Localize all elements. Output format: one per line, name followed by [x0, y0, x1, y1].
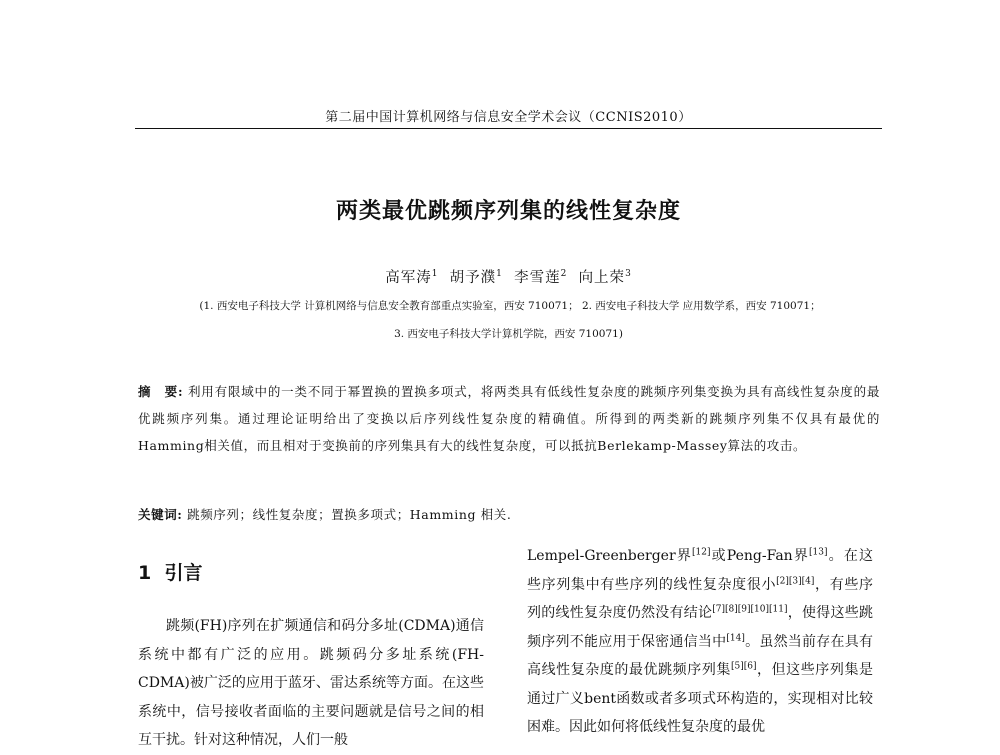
citation: [2][3][4] — [776, 575, 815, 586]
body-text: ，有些序列的线性复杂度仍然没有结论 — [527, 576, 874, 621]
citation: [5][6] — [730, 661, 757, 672]
body-text: Lempel-Greenberger界 — [527, 548, 692, 564]
section-heading — [138, 558, 202, 585]
section-number: 1 — [138, 562, 152, 584]
author-name: 李雪莲 — [514, 270, 561, 286]
abstract — [138, 378, 880, 459]
body-text: 。虽然当前存在具有高线性复杂度的最优跳频序列集 — [527, 633, 874, 678]
body-text: 。在这些序列集中有些序列的线性复杂度很小 — [527, 548, 873, 593]
author-affil-mark: 1 — [431, 269, 439, 280]
author-affil-mark: 1 — [496, 269, 503, 280]
author-affil-mark: 2 — [560, 269, 568, 280]
section-title: 引言 — [164, 562, 203, 584]
body-text: ，但这些序列集是通过广义bent函数或者多项式环构造的，实现相对比较困难。因此如何将低线性复杂度的最优 — [527, 662, 874, 735]
body-text: 或Peng-Fan界 — [710, 548, 810, 564]
left-column-paragraph: 跳频(FH)序列在扩频通信和码分多址(CDMA)通信系统中都有广泛的应用。跳频码分多址系统(FH-CDMA)被广泛的应用于蓝牙、雷达系统等方面。在这些系统中，信号接收者面临的主要问题就是信号之间的相互干扰。针对这种情况，人们一般 — [138, 618, 484, 748]
header-rule — [135, 128, 882, 129]
body-text: ，使得这些跳频序列不能应用于保密通信当中 — [527, 605, 873, 650]
keywords — [138, 505, 880, 523]
keywords-label: 关键词: — [138, 507, 183, 522]
citation: [13] — [809, 547, 828, 558]
abstract-label: 摘 要: — [138, 384, 184, 399]
author-name: 向上荣 — [578, 270, 626, 286]
affiliation-line-1: (1. 西安电子科技大学 计算机网络与信息安全教育部重点实验室，西安 710071； 2. 西安电子科技大学 应用数学系，西安 710071； — [199, 300, 821, 312]
citation: [7][8][9][10][11] — [712, 604, 788, 615]
right-column-paragraph — [527, 542, 873, 742]
author-list — [135, 266, 882, 287]
citation: [12] — [691, 547, 711, 558]
author-name: 高军涛 — [385, 270, 432, 286]
paper-title: 两类最优跳频序列集的线性复杂度 — [335, 199, 681, 224]
affiliation-line-2: 3. 西安电子科技大学计算机学院，西安 710071) — [394, 328, 623, 340]
running-header: 第二届中国计算机网络与信息安全学术会议（CCNIS2010） — [325, 110, 692, 125]
author-affil-mark: 3 — [625, 269, 632, 280]
abstract-text: 利用有限域中的一类不同于幂置换的置换多项式，将两类具有低线性复杂度的跳频序列集变换为具有高线性复杂度的最优跳频序列集。通过理论证明给出了变换以后序列线性复杂度的精确值。所得到的两类新的跳频序列集不仅具有最优的Hamming相关值，而且相对于变换前的序列集具有大的线性复杂度，可以抵抗Berlekamp-Massey算法的攻击。 — [138, 384, 881, 453]
author-name: 胡予濮 — [449, 270, 497, 286]
citation: [14] — [726, 632, 745, 643]
keywords-text: 跳频序列；线性复杂度；置换多项式；Hamming 相关. — [187, 507, 512, 522]
